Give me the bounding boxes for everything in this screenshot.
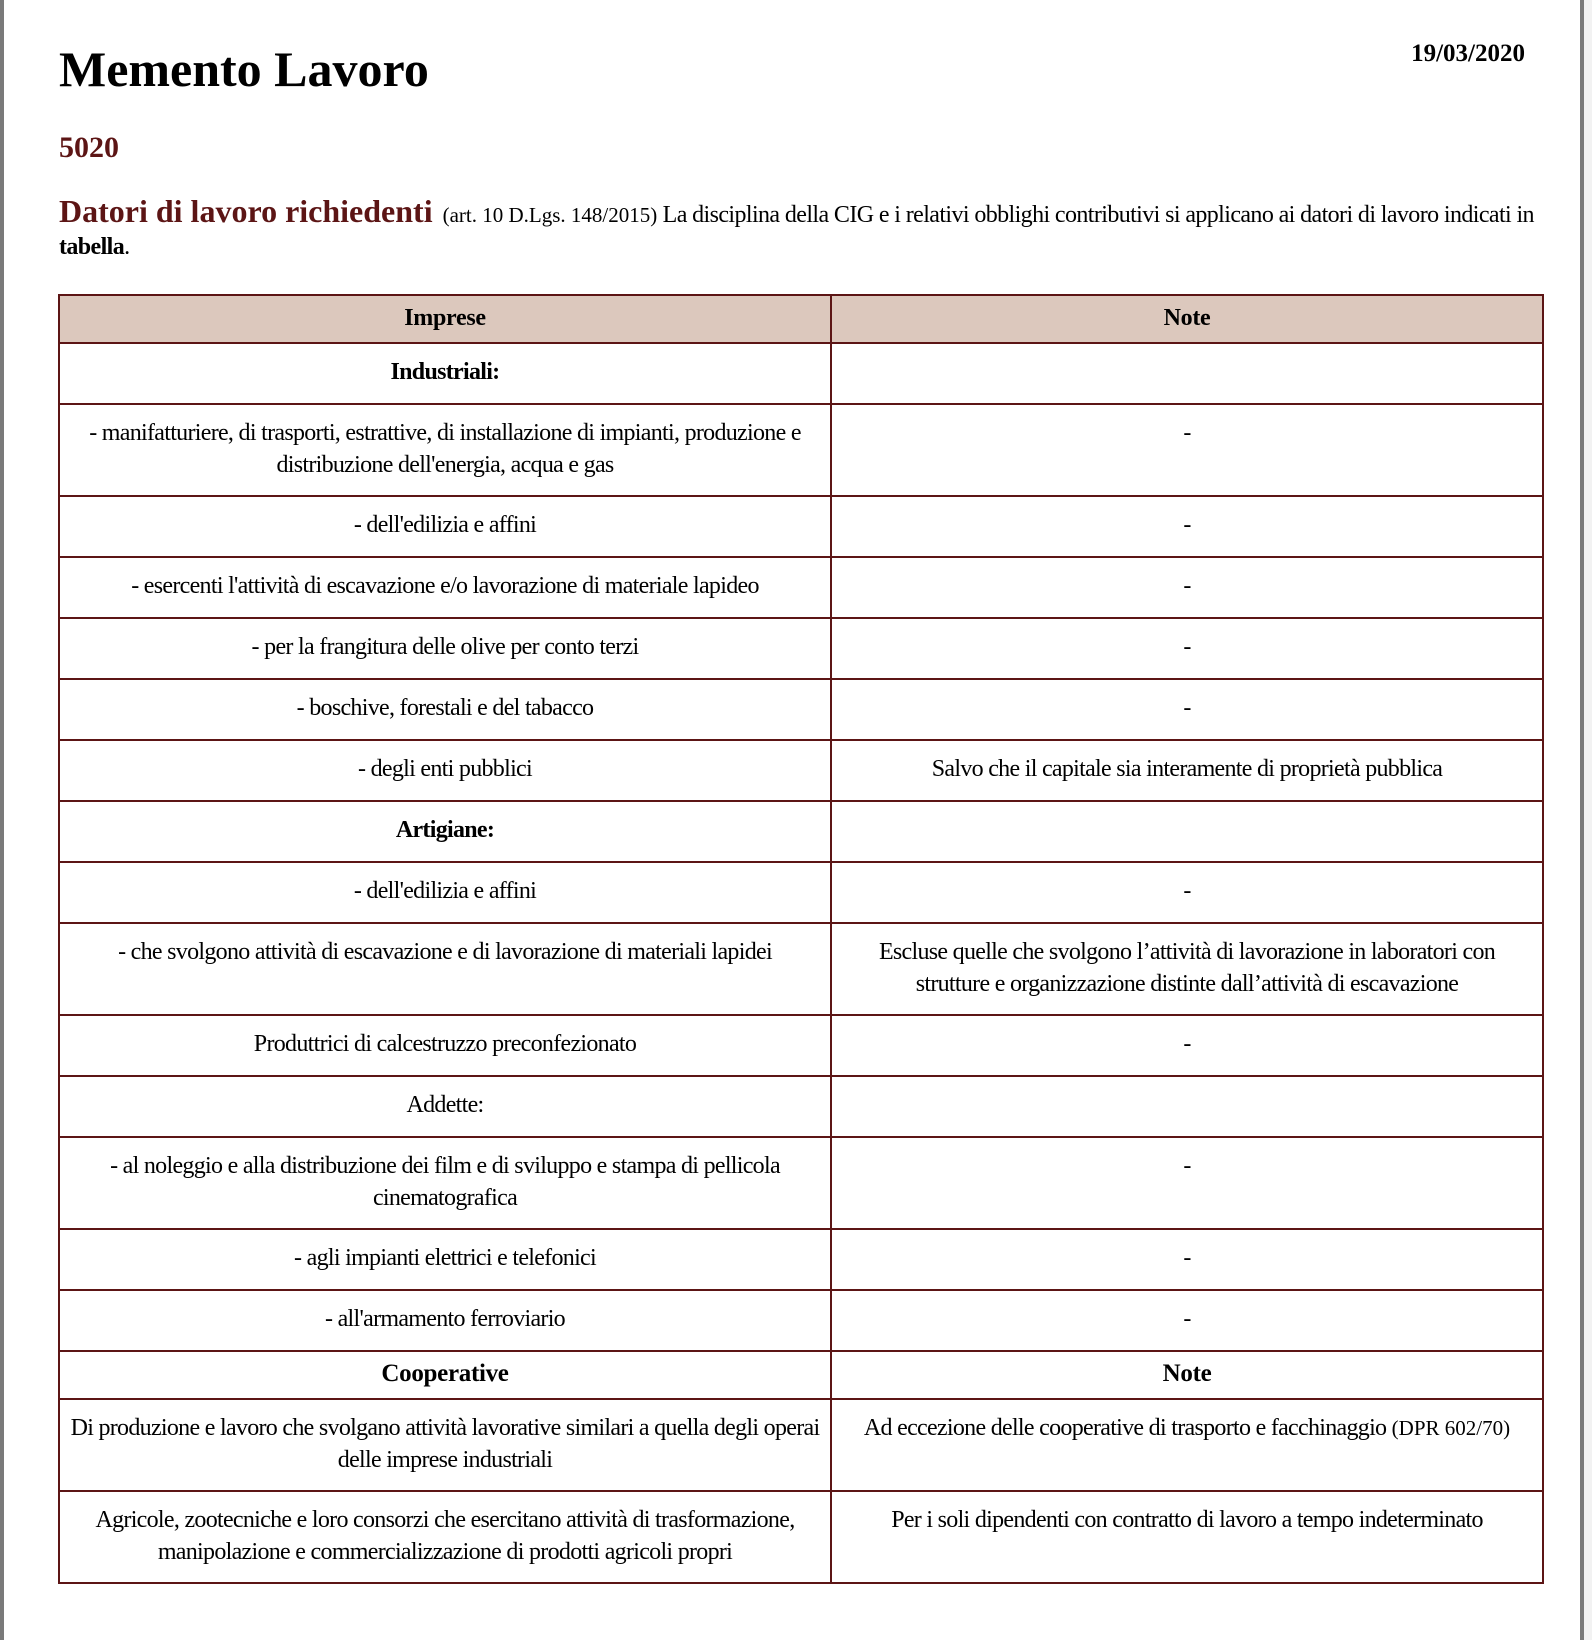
table-row [59, 1229, 1543, 1290]
imprese-cell: - al noleggio e alla distribuzione dei film e di sviluppo e stampa di pellicola cinematografica [59, 1137, 831, 1229]
table-row [59, 404, 1543, 496]
imprese-cell: Produttrici di calcestruzzo preconfezionato [59, 1015, 831, 1076]
category-label: Addette: [59, 1076, 831, 1137]
employers-table [58, 294, 1544, 1584]
note-cell [831, 801, 1543, 862]
table-header-row [59, 295, 1543, 343]
note-cell: - [831, 862, 1543, 923]
note-cell: - [831, 496, 1543, 557]
imprese-cell: - boschive, forestali e del tabacco [59, 679, 831, 740]
document-date: 19/03/2020 [1411, 40, 1525, 67]
note-cell: - [831, 1015, 1543, 1076]
column-header-cooperative: Cooperative [59, 1351, 831, 1399]
table-row [59, 740, 1543, 801]
category-label: Industriali: [59, 343, 831, 404]
note-cell [831, 1399, 1543, 1491]
column-header-imprese: Imprese [59, 295, 831, 343]
intro-paragraph [59, 195, 1544, 263]
table-row [59, 1491, 1543, 1583]
note-cell: - [831, 404, 1543, 496]
table-row [59, 1015, 1543, 1076]
note-cell: Escluse quelle che svolgono l’attività di lavorazione in laboratori con strutture e organizzazione distinte dall’attività di escavazione [831, 923, 1543, 1015]
table-row [59, 679, 1543, 740]
table-row [59, 862, 1543, 923]
column-header-note: Note [831, 295, 1543, 343]
document-title: Memento Lavoro [59, 41, 429, 97]
imprese-cell: - che svolgono attività di escavazione e di lavorazione di materiali lapidei [59, 923, 831, 1015]
note-cell: - [831, 618, 1543, 679]
category-label: Artigiane: [59, 801, 831, 862]
cooperative-cell: Agricole, zootecniche e loro consorzi che esercitano attività di trasformazione, manipolazione e commercializzazione di prodotti agricoli propri [59, 1491, 831, 1583]
note-cell [831, 1076, 1543, 1137]
column-header-cooperative-note: Note [831, 1351, 1543, 1399]
table-link-text: tabella [59, 234, 125, 260]
document-header [59, 38, 1525, 100]
note-cell: - [831, 1290, 1543, 1351]
intro-text: La disciplina della CIG e i relativi obblighi contributivi si applicano ai datori di lavoro indicati in [662, 202, 1534, 228]
table-row [59, 618, 1543, 679]
imprese-cell: - degli enti pubblici [59, 740, 831, 801]
table-row [59, 557, 1543, 618]
note-text: Per i soli dipendenti con contratto di lavoro a tempo indeterminato [891, 1507, 1483, 1533]
note-reference: (DPR 602/70) [1391, 1416, 1511, 1440]
imprese-cell: - esercenti l'attività di escavazione e/o lavorazione di materiale lapideo [59, 557, 831, 618]
cooperative-cell: Di produzione e lavoro che svolgano attività lavorative similari a quella degli operai delle imprese industriali [59, 1399, 831, 1491]
table-row [59, 1137, 1543, 1229]
imprese-cell: - dell'edilizia e affini [59, 862, 831, 923]
note-cell: - [831, 1137, 1543, 1229]
cooperative-header-row [59, 1351, 1543, 1399]
intro-text-end: . [124, 234, 130, 260]
imprese-cell: - all'armamento ferroviario [59, 1290, 831, 1351]
note-cell: - [831, 679, 1543, 740]
table-row [59, 1076, 1543, 1137]
note-cell: Salvo che il capitale sia interamente di proprietà pubblica [831, 740, 1543, 801]
note-text: Ad eccezione delle cooperative di trasporto e facchinaggio [863, 1415, 1387, 1441]
table-row [59, 1399, 1543, 1491]
document-number: 5020 [59, 131, 119, 164]
table-row [59, 343, 1543, 404]
section-heading: Datori di lavoro richiedenti [59, 193, 433, 229]
table-row [59, 801, 1543, 862]
note-cell: - [831, 1229, 1543, 1290]
table-row [59, 923, 1543, 1015]
imprese-cell: - dell'edilizia e affini [59, 496, 831, 557]
law-reference: (art. 10 D.Lgs. 148/2015) [442, 203, 658, 227]
table-row [59, 496, 1543, 557]
imprese-cell: - agli impianti elettrici e telefonici [59, 1229, 831, 1290]
imprese-cell: - per la frangitura delle olive per conto terzi [59, 618, 831, 679]
table-row [59, 1290, 1543, 1351]
note-cell [831, 1491, 1543, 1583]
note-cell [831, 343, 1543, 404]
imprese-cell: - manifatturiere, di trasporti, estrattive, di installazione di impianti, produzione e distribuzione dell'energia, acqua e gas [59, 404, 831, 496]
note-cell: - [831, 557, 1543, 618]
